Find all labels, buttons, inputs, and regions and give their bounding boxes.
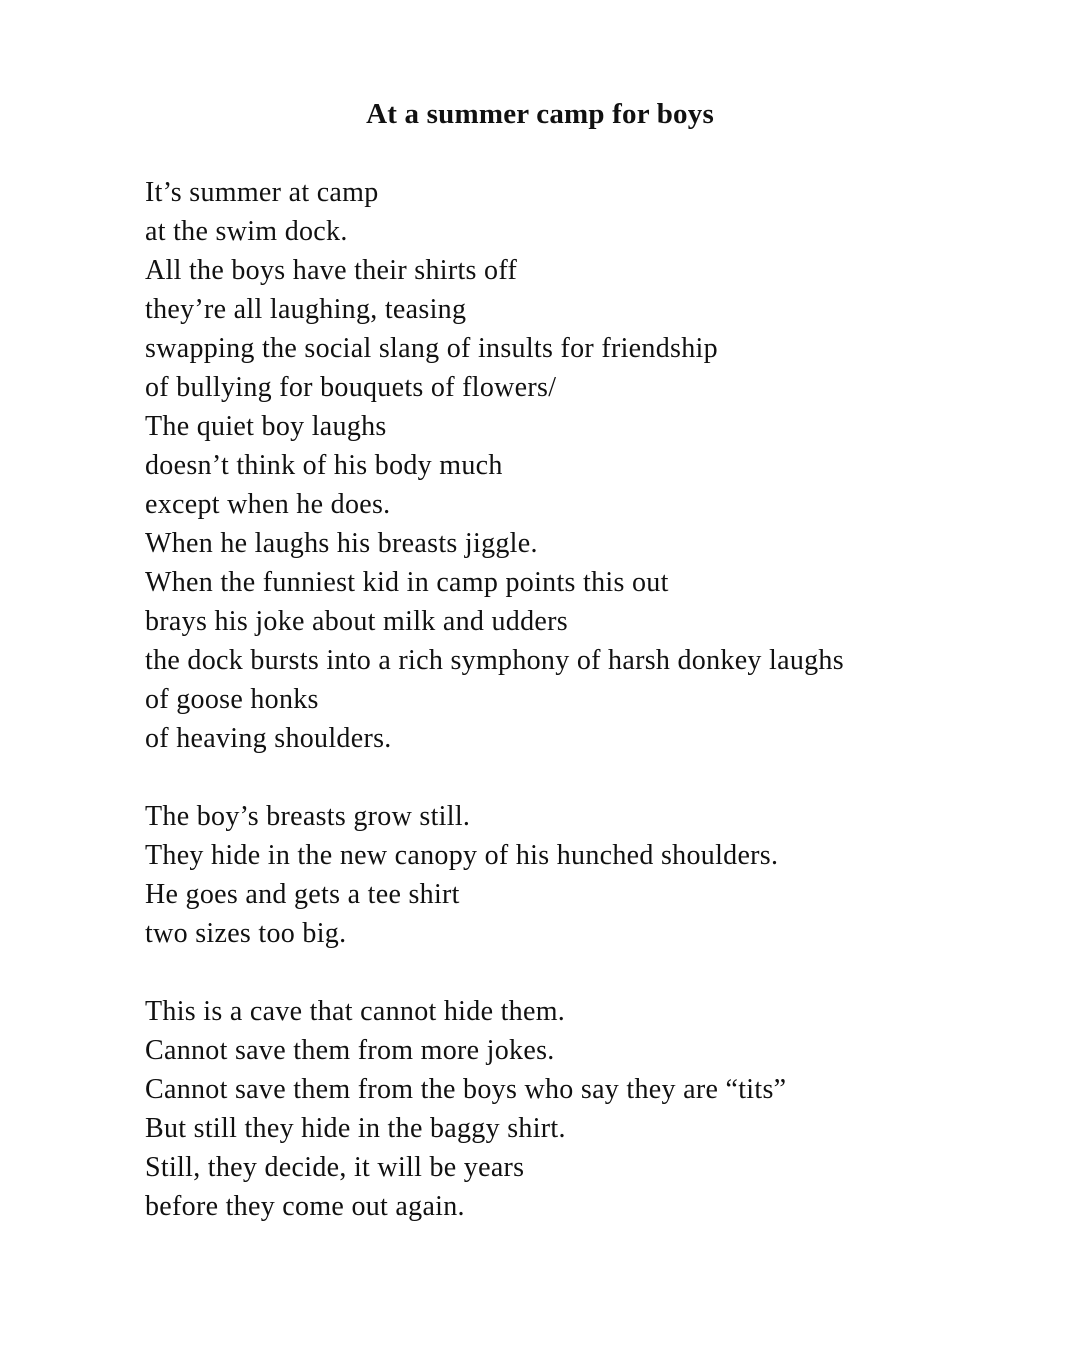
poem-line: doesn’t think of his body much (145, 450, 503, 481)
poem-line: Cannot save them from the boys who say they are “tits” (145, 1074, 787, 1105)
poem-line: He goes and gets a tee shirt (145, 879, 460, 910)
stanza-2 (145, 797, 1025, 953)
poem-line: of heaving shoulders. (145, 723, 392, 754)
poem-line: before they come out again. (145, 1191, 465, 1222)
poem-line: When he laughs his breasts jiggle. (145, 528, 538, 559)
poem-line: When the funniest kid in camp points this out (145, 567, 669, 598)
poem-line: All the boys have their shirts off (145, 255, 518, 286)
poem-line: they’re all laughing, teasing (145, 294, 467, 325)
poem-line: This is a cave that cannot hide them. (145, 996, 566, 1027)
poem-line: Cannot save them from more jokes. (145, 1035, 555, 1066)
poem-line: of bullying for bouquets of flowers/ (145, 372, 557, 403)
poem-line: Still, they decide, it will be years (145, 1152, 525, 1183)
poem-line: except when he does. (145, 489, 391, 520)
poem-body (145, 173, 1025, 1226)
poem-line: swapping the social slang of insults for friendship (145, 333, 718, 364)
poem-line: at the swim dock. (145, 216, 348, 247)
stanza-3 (145, 992, 1025, 1226)
poem-line: the dock bursts into a rich symphony of harsh donkey laughs (145, 645, 844, 676)
poem-line: The quiet boy laughs (145, 411, 387, 442)
poem-line: two sizes too big. (145, 918, 347, 949)
poem-title: At a summer camp for boys (366, 98, 714, 130)
poem-line: brays his joke about milk and udders (145, 606, 568, 637)
poem-line: The boy’s breasts grow still. (145, 801, 471, 832)
poem-line: of goose honks (145, 684, 319, 715)
poem-line: But still they hide in the baggy shirt. (145, 1113, 566, 1144)
stanza-1 (145, 173, 1025, 758)
poem-line: They hide in the new canopy of his hunched shoulders. (145, 840, 779, 871)
poem-line: It’s summer at camp (145, 177, 379, 208)
